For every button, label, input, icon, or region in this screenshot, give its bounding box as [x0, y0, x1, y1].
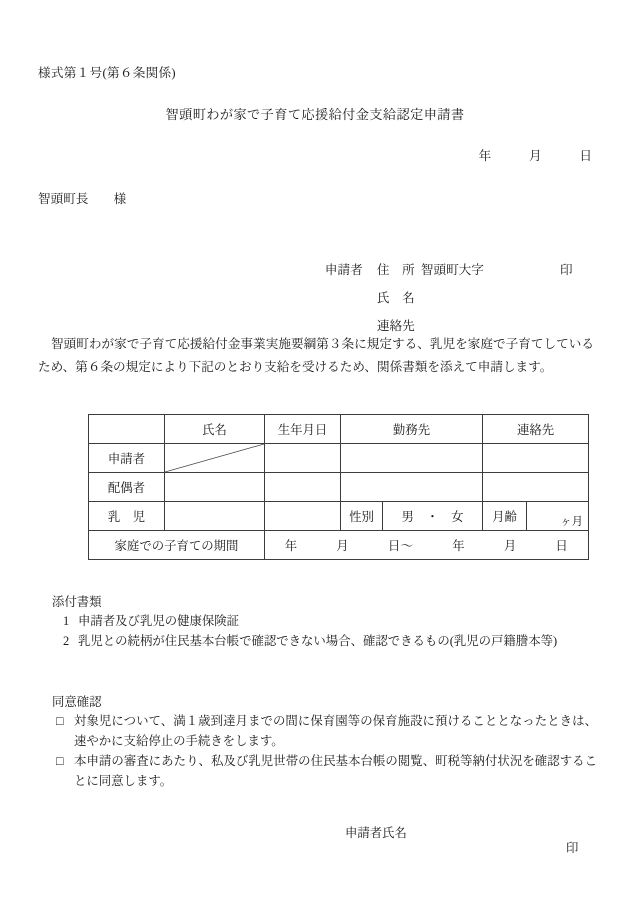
attachments-heading: 添付書類	[52, 595, 102, 609]
signature-line	[0, 808, 630, 868]
checkbox-icon[interactable]: □	[56, 714, 64, 728]
header-workplace: 勤務先	[341, 415, 483, 444]
cell-infant-sex-label: 性別	[341, 502, 383, 531]
document-title: 智頭町わが家で子育て応援給付金支給認定申請書	[165, 107, 465, 122]
table-row-period	[89, 531, 589, 560]
consent-section	[52, 692, 597, 792]
applicant-block	[306, 228, 573, 333]
applicant-address-row	[306, 228, 484, 277]
list-item	[52, 752, 597, 791]
signature-seal-mark: 印	[566, 841, 579, 855]
cell-spouse-workplace[interactable]	[341, 473, 483, 502]
cell-spouse-contact[interactable]	[483, 473, 589, 502]
cell-infant-age-value[interactable]	[527, 502, 589, 531]
applicant-details-table	[88, 414, 589, 560]
applicant-seal-mark: 印	[560, 263, 573, 277]
cell-spouse-name[interactable]	[165, 473, 265, 502]
cell-infant-name[interactable]	[165, 502, 265, 531]
attachment-marker: 2	[63, 634, 70, 648]
list-item	[52, 612, 597, 631]
applicant-address-value[interactable]: 智頭町大字	[420, 263, 484, 277]
attachment-text: 申請者及び乳児の健康保険証	[78, 614, 240, 628]
applicant-lead-label: 申請者	[324, 263, 363, 277]
checkbox-icon[interactable]: □	[56, 754, 64, 768]
cell-spouse-birthdate[interactable]	[265, 473, 341, 502]
row-label-spouse: 配偶者	[89, 473, 165, 502]
row-label-period: 家庭での子育ての期間	[89, 531, 265, 560]
cell-infant-sex-options[interactable]: 男 ・ 女	[383, 502, 483, 531]
applicant-contact-row	[306, 284, 484, 333]
applicant-name-label: 氏 名	[376, 291, 415, 305]
cell-infant-age-label: 月齢	[483, 502, 527, 531]
table-row	[89, 473, 589, 502]
form-number: 様式第１号(第６条関係)	[38, 66, 176, 80]
table-row	[89, 444, 589, 473]
consent-text: 本申請の審査にあたり、私及び乳児世帯の住民基本台帳の閲覧、町税等納付状況を確認することに同意します。	[74, 754, 597, 788]
header-name: 氏名	[165, 415, 265, 444]
addressee: 智頭町長 様	[38, 192, 127, 206]
cell-period-value[interactable]: 年 月 日〜 年 月 日	[265, 531, 589, 560]
applicant-address-label: 住 所	[376, 263, 415, 277]
attachments-section	[52, 592, 597, 652]
body-paragraph: 智頭町わが家で子育て応援給付金事業実施要綱第３条に規定する、乳児を家庭で子育てしているため、第６条の規定により下記のとおり支給を受けるため、関係書類を添えて申請します。	[38, 337, 594, 374]
header-birthdate: 生年月日	[265, 415, 341, 444]
applicant-contact-label: 連絡先	[376, 319, 415, 333]
header-blank	[89, 415, 165, 444]
table-header-row	[89, 415, 589, 444]
table-row-infant	[89, 502, 589, 531]
attachment-marker: 1	[63, 614, 70, 628]
cell-applicant-workplace[interactable]	[341, 444, 483, 473]
date-line: 年 月 日	[478, 149, 592, 163]
row-label-infant: 乳 児	[89, 502, 165, 531]
cell-applicant-contact[interactable]	[483, 444, 589, 473]
cell-applicant-name[interactable]	[165, 444, 265, 473]
consent-heading: 同意確認	[52, 695, 102, 709]
header-contact: 連絡先	[483, 415, 589, 444]
cell-applicant-birthdate[interactable]	[265, 444, 341, 473]
consent-text: 対象児について、満１歳到達月までの間に保育園等の保育施設に預けることとなったときは、速やかに支給停止の手続きをします。	[74, 714, 597, 748]
age-unit-label: ヶ月	[560, 516, 584, 528]
applicant-name-row	[306, 256, 573, 305]
row-label-applicant: 申請者	[89, 444, 165, 473]
list-item	[52, 712, 597, 751]
cell-infant-birthdate[interactable]	[265, 502, 341, 531]
diagonal-strike-icon	[165, 444, 264, 472]
list-item	[52, 632, 597, 651]
signature-name-label: 申請者氏名	[345, 826, 407, 840]
attachment-text: 乳児との続柄が住民基本台帳で確認できない場合、確認できるもの(乳児の戸籍謄本等)	[78, 634, 558, 648]
